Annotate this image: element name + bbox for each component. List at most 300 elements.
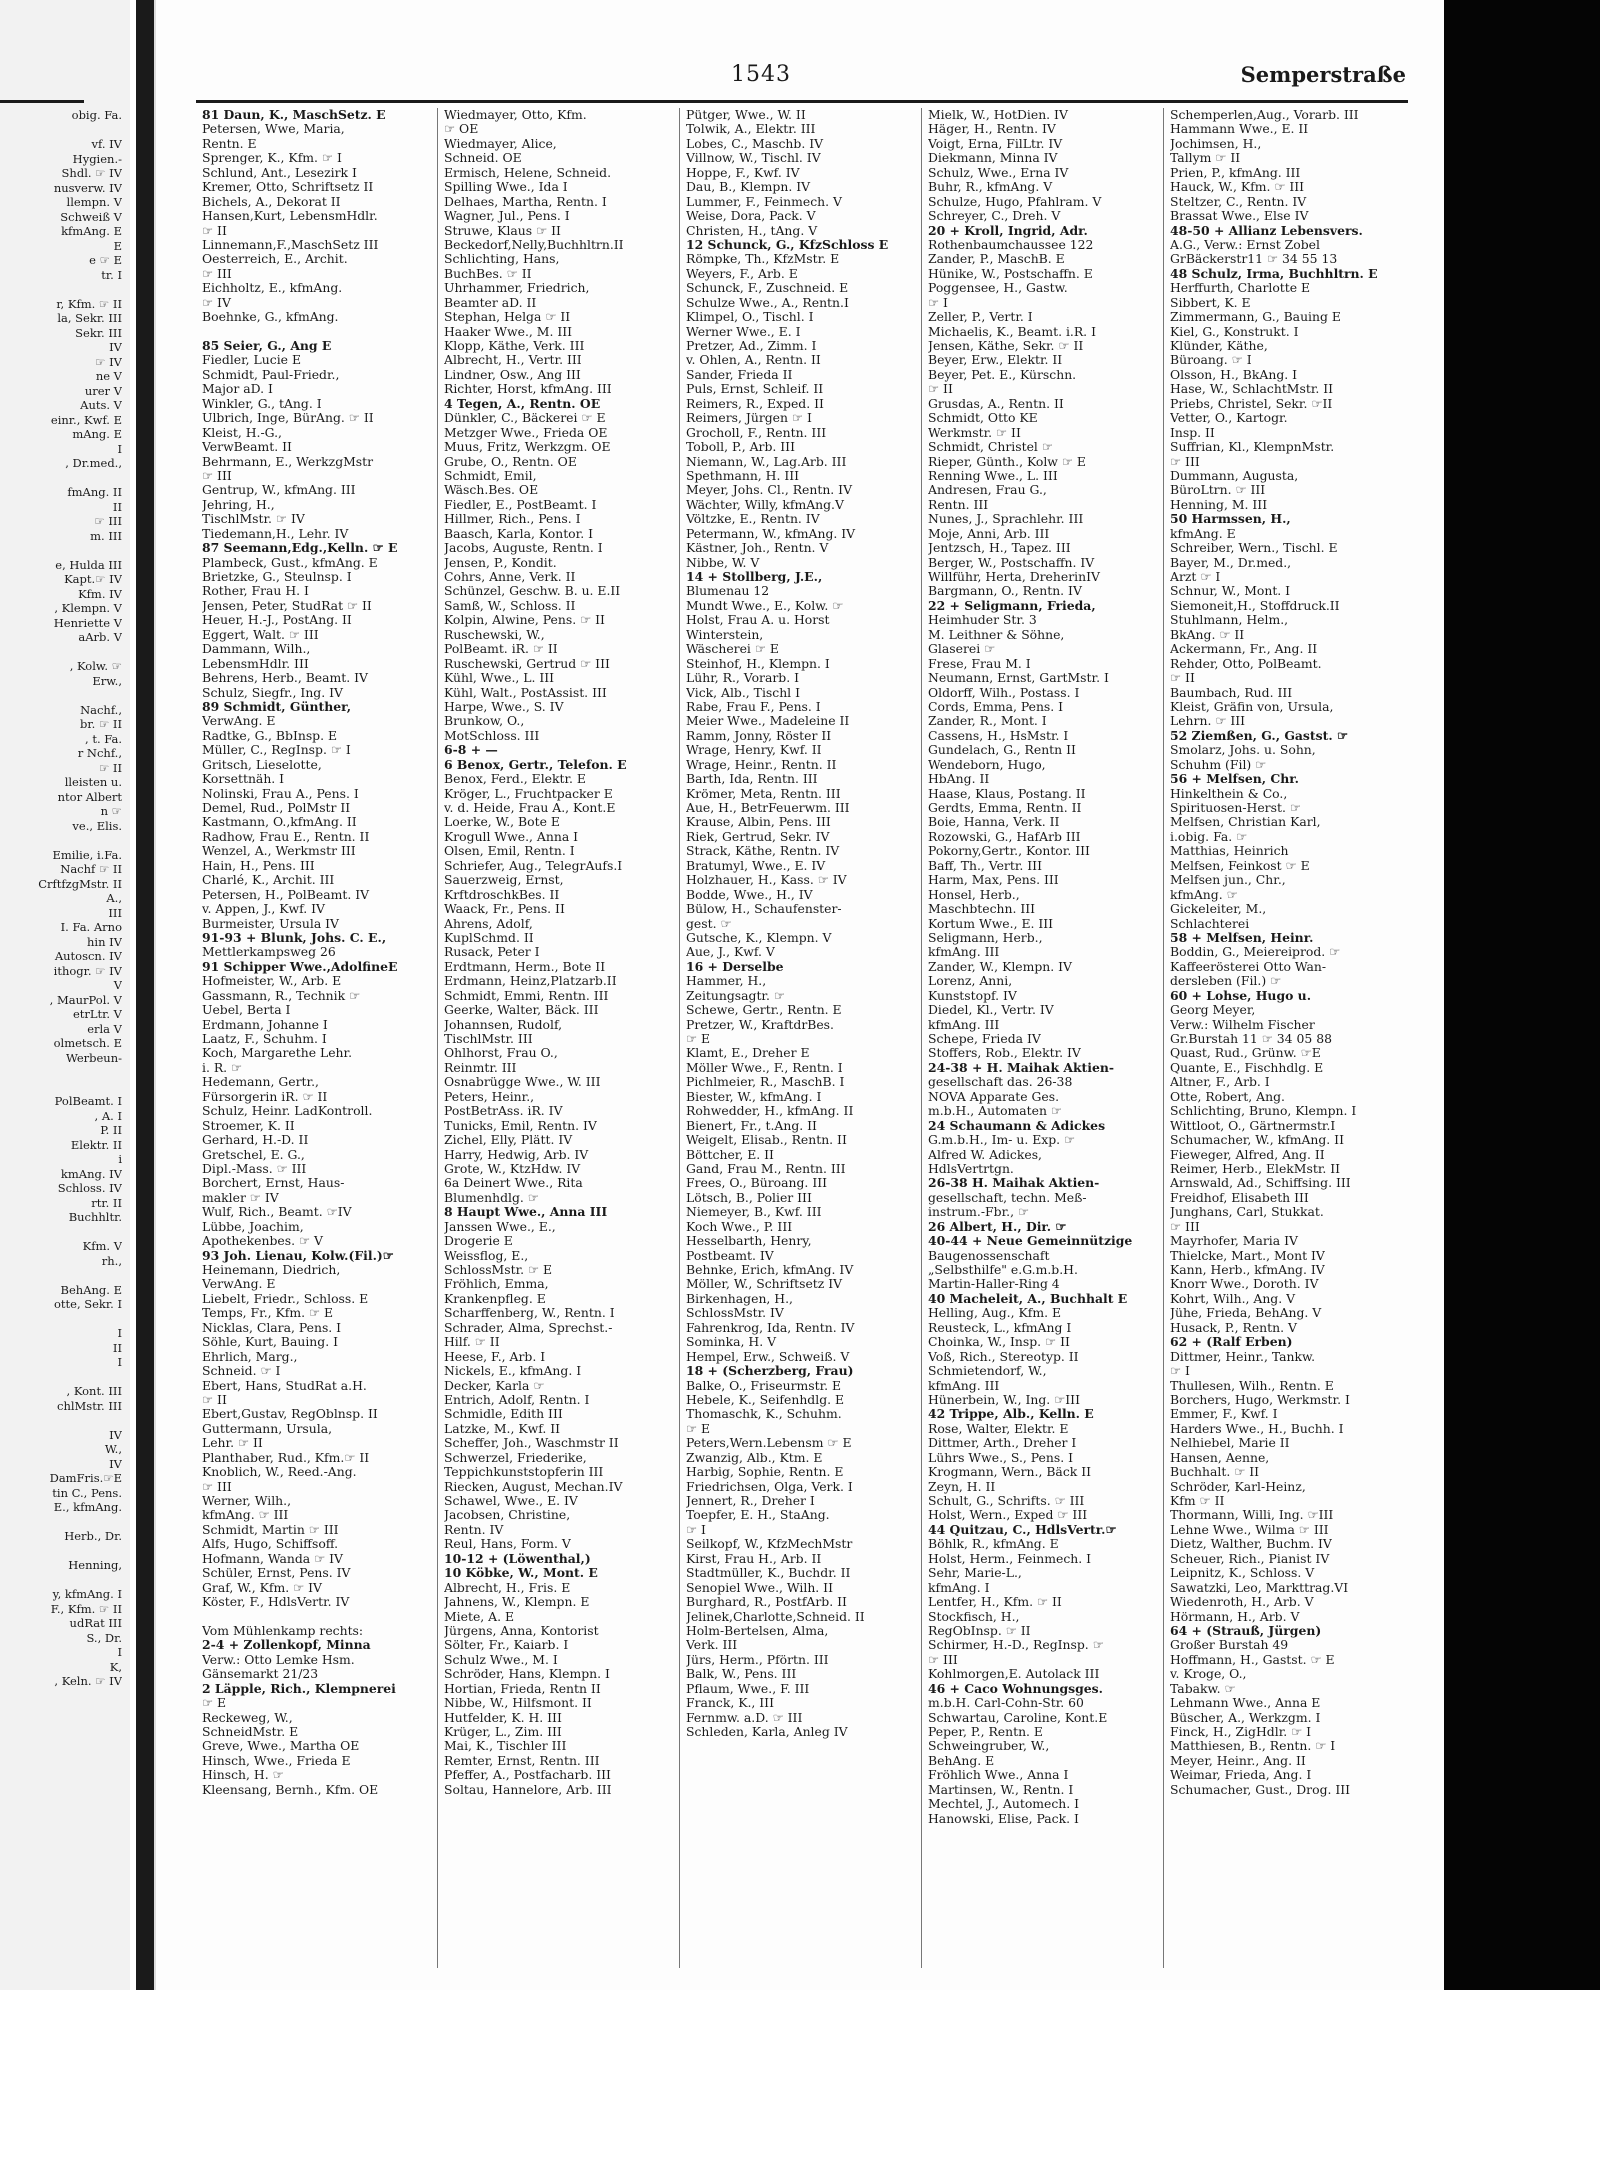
- directory-entry-line: Greve, Wwe., Martha OE: [202, 1739, 360, 1754]
- directory-entry-line: makler ☞ IV: [202, 1190, 279, 1205]
- left-page-line: [2, 543, 122, 558]
- directory-entry-line: Rabe, Frau F., Pens. I: [686, 699, 821, 714]
- directory-entry-line: VerwAng. E: [202, 1277, 276, 1292]
- directory-entry-line: Soltau, Hannelore, Arb. III: [444, 1782, 612, 1797]
- directory-entry-line: i.obig. Fa. ☞: [1170, 829, 1248, 844]
- directory-entry-line: Sander, Frieda II: [686, 367, 793, 382]
- directory-entry-line: 81 Daun, K., MaschSetz. E: [202, 108, 386, 122]
- directory-entry-line: kfmAng. III: [928, 945, 1000, 960]
- directory-entry-line: KrftdroschkBes. II: [444, 887, 560, 902]
- left-page-line: n ☞: [100, 804, 122, 818]
- directory-entry-line: Diedel, Kl., Vertr. IV: [928, 1003, 1054, 1018]
- directory-entry-line: Cords, Emma, Pens. I: [928, 699, 1064, 714]
- left-page-line: [2, 1268, 122, 1283]
- directory-entry-line: Schirmer, H.-D., RegInsp. ☞: [928, 1638, 1104, 1653]
- directory-entry-line: Helling, Aug., Kfm. E: [928, 1306, 1062, 1321]
- directory-entry-line: Zwanzig, Alb., Ktm. E: [686, 1450, 823, 1465]
- left-page-line: otte, Sekr. I: [53, 1297, 122, 1311]
- directory-entry-line: Gassmann, R., Technik ☞: [202, 988, 361, 1003]
- directory-entry-line: kfmAng. I: [928, 1580, 990, 1595]
- directory-entry-line: Wagner, Jul., Pens. I: [444, 209, 570, 224]
- directory-entry-line: Bodde, Wwe., H., IV: [686, 887, 813, 902]
- directory-entry-line: Hünerbein, W., Ing. ☞III: [928, 1392, 1080, 1407]
- directory-entry-line: Kleensang, Bernh., Kfm. OE: [202, 1782, 379, 1797]
- directory-entry-line: Kleist, H.-G.,: [202, 425, 282, 440]
- directory-entry-line: Römpke, Th., KfzMstr. E: [686, 252, 840, 267]
- directory-entry-line: 62 + (Ralf Erben): [1170, 1335, 1293, 1350]
- directory-entry-line: Werkmstr. ☞ II: [928, 425, 1021, 440]
- directory-entry-line: 56 + Melfsen, Chr.: [1170, 772, 1299, 787]
- directory-entry-line: Waack, Fr., Pens. II: [444, 902, 565, 917]
- left-page-line: Emilie, i.Fa.: [52, 847, 122, 862]
- directory-entry-line: Schmidt, Emil,: [444, 468, 537, 483]
- directory-entry-line: Kfm ☞ II: [1170, 1494, 1225, 1508]
- directory-entry-line: Uebel, Berta I: [202, 1003, 291, 1018]
- directory-entry-line: Ackermann, Fr., Ang. II: [1170, 642, 1318, 657]
- directory-entry-line: Dummann, Augusta,: [1170, 468, 1299, 483]
- directory-entry-line: Lentfer, H., Kfm. ☞ II: [928, 1595, 1062, 1610]
- directory-entry-line: Hünike, W., Postschaffn. E: [928, 266, 1093, 281]
- directory-entry-line: Samß, W., Schloss. II: [444, 598, 576, 613]
- directory-entry-line: Lindner, Osw., Ang III: [444, 367, 581, 382]
- directory-entry-line: Sehr, Marie-L.,: [928, 1566, 1022, 1581]
- directory-entry-line: Finck, H., ZigHdlr. ☞ I: [1170, 1725, 1312, 1739]
- directory-entry-line: 2-4 + Zollenkopf, Minna: [202, 1638, 371, 1653]
- directory-entry-line: Spilling Wwe., Ida I: [444, 180, 568, 195]
- directory-entry-line: 87 Seemann,Edg.,Kelln. ☞ E: [202, 541, 398, 556]
- directory-entry-line: Heese, F., Arb. I: [444, 1349, 546, 1364]
- directory-entry-line: Baasch, Karla, Kontor. I: [444, 526, 593, 541]
- directory-entry-line: ☞ E: [686, 1032, 711, 1046]
- directory-entry-line: Willführ, Herta, DreherinIV: [928, 570, 1100, 584]
- directory-entry-line: Laatz, F., Schuhm. I: [202, 1032, 327, 1046]
- directory-entry-line: Großer Burstah 49: [1170, 1638, 1289, 1653]
- directory-entry-line: Lühr, R., Vorarb. I: [686, 671, 799, 686]
- directory-entry-line: Meyer, Johs. Cl., Rentn. IV: [686, 483, 853, 498]
- left-page-line: ithogr. ☞ IV: [53, 963, 122, 978]
- directory-entry-line: Beckedorf,Nelly,Buchhltrn.II: [444, 237, 624, 252]
- directory-entry-line: Lührs Wwe., S., Pens. I: [928, 1450, 1073, 1465]
- left-page-line: Henning,: [68, 1558, 122, 1572]
- directory-entry-line: Hillmer, Rich., Pens. I: [444, 512, 581, 527]
- directory-entry-line: Möller, W., Schriftsetz IV: [686, 1277, 843, 1292]
- directory-entry-line: Jelinek,Charlotte,Schneid. II: [686, 1609, 865, 1624]
- directory-entry-line: kfmAng. ☞: [1170, 887, 1238, 902]
- directory-entry-line: Borchert, Ernst, Haus-: [202, 1176, 345, 1191]
- directory-entry-line: Alfs, Hugo, Schiffsoff.: [202, 1537, 339, 1552]
- directory-entry-line: Pretzer, Ad., Zimm. I: [686, 339, 817, 353]
- directory-entry-line: Eichholtz, E., kfmAng.: [202, 281, 343, 296]
- left-page-line: kmAng. IV: [60, 1166, 122, 1181]
- directory-entry-line: Weigelt, Elisab., Rentn. II: [686, 1133, 847, 1148]
- directory-entry-line: Schepe, Frieda IV: [928, 1032, 1041, 1046]
- directory-entry-line: Toepfer, E. H., StaAng.: [686, 1508, 830, 1523]
- left-page-line: Schloss. IV: [57, 1181, 122, 1195]
- directory-entry-line: Reimers, Jürgen ☞ I: [686, 411, 812, 426]
- left-page-line: etrLtr. V: [72, 1007, 122, 1021]
- directory-entry-line: Fröhlich Wwe., Anna I: [928, 1768, 1069, 1783]
- directory-entry-line: Hinsch, H. ☞: [202, 1768, 284, 1783]
- directory-entry-line: Drogerie E: [444, 1234, 513, 1249]
- directory-entry-line: Remter, Ernst, Rentn. III: [444, 1753, 600, 1768]
- directory-entry-line: Klünder, Käthe,: [1170, 339, 1268, 353]
- directory-entry-line: Senopiel Wwe., Wilh. II: [686, 1580, 833, 1595]
- directory-entry-line: Ruschewski, W.,: [444, 627, 545, 642]
- directory-entry-line: Gerhard, H.-D. II: [202, 1133, 309, 1148]
- left-page-line: S., Dr.: [86, 1630, 122, 1645]
- left-page-line: llempn. V: [66, 195, 122, 209]
- left-page-text: [2, 108, 122, 1689]
- directory-entry-line: Lehrn. ☞ III: [1170, 714, 1246, 729]
- directory-entry-line: Hofmeister, W., Arb. E: [202, 974, 342, 989]
- directory-entry-line: Stuhlmann, Helm.,: [1170, 613, 1289, 628]
- directory-entry-line: Buhr, R., kfmAng. V: [928, 180, 1053, 195]
- left-page-line: IV: [109, 1456, 122, 1471]
- directory-entry-line: 58 + Melfsen, Heinr.: [1170, 930, 1314, 945]
- directory-entry-line: SchlossMstr. IV: [686, 1306, 784, 1321]
- street-name-heading: Semperstraße: [1240, 62, 1406, 87]
- directory-entry-line: Schawel, Wwe., E. IV: [444, 1494, 578, 1508]
- directory-entry-line: Geerke, Walter, Bäck. III: [444, 1003, 599, 1018]
- left-page-line: rtr. II: [91, 1195, 122, 1210]
- directory-entry-line: Wrage, Henry, Kwf. II: [686, 743, 822, 758]
- directory-entry-line: Hebele, K., Seifenhdlg. E: [686, 1392, 845, 1407]
- directory-entry-line: Kolpin, Alwine, Pens. ☞ II: [444, 613, 605, 628]
- directory-entry-line: Kühl, Walt., PostAssist. III: [444, 685, 607, 700]
- directory-entry-line: Fürsorgerin iR. ☞ II: [202, 1089, 328, 1104]
- directory-entry-line: Jehring, H.,: [202, 497, 275, 512]
- directory-entry-line: Birkenhagen, H.,: [686, 1291, 793, 1306]
- directory-entry-line: Gerdts, Emma, Rentn. II: [928, 801, 1082, 815]
- directory-entry-line: Bichels, A., Dekorat II: [202, 194, 341, 209]
- directory-entry-line: Sibbert, K. E: [1170, 295, 1251, 310]
- directory-entry-line: Lehmann Wwe., Anna E: [1170, 1696, 1321, 1711]
- left-page-line: PolBeamt. I: [54, 1094, 122, 1108]
- directory-entry-line: BüroLtrn. ☞ III: [1170, 483, 1266, 498]
- directory-entry-line: Krömer, Meta, Rentn. III: [686, 786, 841, 801]
- directory-entry-line: „Selbsthilfe" e.G.m.b.H.: [928, 1263, 1078, 1277]
- directory-entry-line: ☞ E: [202, 1696, 227, 1711]
- directory-entry-line: Kastmann, O.,kfmAng. II: [202, 815, 357, 830]
- directory-entry-line: Wiedmayer, Otto, Kfm.: [444, 108, 587, 122]
- left-page-line: , t. Fa.: [85, 731, 122, 746]
- left-page-line: BehAng. E: [60, 1282, 122, 1297]
- directory-entry-line: Seilkopf, W., KfzMechMstr: [686, 1537, 853, 1552]
- directory-entry-line: Lobes, C., Maschb. IV: [686, 136, 824, 151]
- directory-entry-line: Maschbtechn. III: [928, 902, 1036, 917]
- directory-entry-line: Schreyer, C., Dreh. V: [928, 209, 1061, 224]
- directory-entry-line: Bienert, Fr., t.Ang. II: [686, 1118, 817, 1133]
- left-page-line: olmetsch. E: [53, 1036, 122, 1050]
- directory-entry-line: ☞ II: [928, 382, 953, 397]
- directory-entry-line: Hilf. ☞ II: [444, 1335, 500, 1350]
- left-page-line: [2, 1225, 122, 1240]
- bleed-through-text: [1468, 180, 1568, 1580]
- directory-entry-line: 93 Joh. Lienau, Kolw.(Fil.)☞: [202, 1248, 394, 1263]
- directory-entry-line: Weise, Dora, Pack. V: [686, 209, 816, 224]
- directory-entry-line: Fiedler, Lucie E: [202, 353, 301, 368]
- directory-entry-line: Emmer, F., Kwf. I: [1170, 1407, 1278, 1422]
- directory-entry-line: Arzt ☞ I: [1170, 570, 1221, 584]
- directory-entry-line: Böhlk, R., kfmAng. E: [928, 1537, 1059, 1552]
- left-page-line: y, kfmAng. I: [52, 1587, 122, 1601]
- directory-entry-line: Niemeyer, B., Kwf. III: [686, 1205, 822, 1220]
- left-page-line: DamFris.☞E: [49, 1471, 122, 1485]
- left-page-line: Nachf.,: [80, 702, 122, 717]
- left-page-line: vf. IV: [91, 137, 122, 151]
- directory-entry-line: Rentn. III: [928, 497, 989, 512]
- directory-entry-line: Wäsch.Bes. OE: [444, 483, 539, 498]
- directory-entry-line: ☞ III: [928, 1652, 958, 1667]
- directory-entry-line: 40 Macheleit, A., Buchhalt E: [928, 1291, 1128, 1306]
- directory-entry-line: ☞ I: [686, 1522, 706, 1537]
- directory-entry-line: Schulz, Heinr. LadKontroll.: [202, 1104, 373, 1119]
- directory-entry-line: Werner Wwe., E. I: [686, 324, 801, 339]
- left-page-line: tin C., Pens.: [52, 1485, 122, 1500]
- directory-entry-line: Kann, Herb., kfmAng. IV: [1170, 1263, 1325, 1277]
- directory-entry-line: Klimpel, O., Tischl. I: [686, 310, 814, 325]
- directory-entry-line: Weissflog, E.,: [444, 1248, 529, 1263]
- directory-entry-line: Krogull Wwe., Anna I: [444, 829, 579, 844]
- directory-entry-line: Cohrs, Anne, Verk. II: [444, 570, 576, 584]
- directory-entry-line: Erdmann, Heinz,Platzarb.II: [444, 974, 617, 989]
- directory-entry-line: Schmidt, Martin ☞ III: [202, 1522, 339, 1537]
- directory-entry-line: Boehnke, G., kfmAng.: [202, 310, 339, 325]
- left-page-line: Werbeun-: [65, 1050, 122, 1065]
- directory-entry-line: Hansen,Kurt, LebensmHdlr.: [202, 209, 378, 224]
- directory-entry-line: Riecken, August, Mechan.IV: [444, 1479, 623, 1494]
- directory-entry-line: Sprenger, K., Kfm. ☞ I: [202, 151, 342, 166]
- directory-entry-line: Rusack, Peter I: [444, 945, 540, 960]
- directory-entry-line: Balk, W., Pens. III: [686, 1667, 797, 1682]
- directory-entry-line: Rohwedder, H., kfmAng. II: [686, 1104, 854, 1119]
- left-page-line: Buchhltr.: [68, 1210, 122, 1224]
- left-page-line: ☞ II: [98, 760, 122, 775]
- directory-entry-line: Böttcher, E. II: [686, 1147, 774, 1162]
- directory-entry-line: 91-93 + Blunk, Johs. C. E.,: [202, 930, 387, 945]
- directory-entry-line: LebensmHdlr. III: [202, 656, 309, 671]
- directory-entry-line: HdlsVertrtgn.: [928, 1161, 1014, 1176]
- directory-entry-line: Krause, Albin, Pens. III: [686, 815, 831, 830]
- directory-entry-line: Frees, O., Büroang. III: [686, 1176, 827, 1191]
- directory-entry-line: Melfsen jun., Chr.,: [1170, 873, 1286, 888]
- directory-entry-line: Jentzsch, H., Tapez. III: [928, 541, 1071, 556]
- directory-entry-line: 26 Albert, H., Dir. ☞: [928, 1219, 1067, 1234]
- directory-entry-line: Klopp, Käthe, Verk. III: [444, 339, 585, 353]
- directory-entry-line: Rentn. IV: [444, 1522, 504, 1537]
- left-page-line: hin IV: [87, 934, 122, 949]
- directory-entry-line: kfmAng. III: [928, 1017, 1000, 1032]
- directory-entry-line: Jensen, Käthe, Sekr. ☞ II: [928, 339, 1084, 353]
- directory-entry-line: Vetter, O., Kartogr.: [1170, 411, 1288, 426]
- directory-entry-line: [202, 325, 431, 339]
- directory-entry-line: Schmidt, Otto KE: [928, 411, 1038, 426]
- directory-entry-line: Graf, W., Kfm. ☞ IV: [202, 1580, 322, 1595]
- directory-entry-line: 46 + Caco Wohnungsges.: [928, 1681, 1103, 1696]
- directory-entry-line: Müller, C., RegInsp. ☞ I: [202, 743, 351, 758]
- directory-entry-line: Haase, Klaus, Postang. II: [928, 786, 1086, 801]
- left-page-line: nusverw. IV: [53, 180, 122, 195]
- directory-entry-line: Tallym ☞ II: [1170, 151, 1241, 166]
- directory-entry-line: Schnur, W., Mont. I: [1170, 584, 1291, 599]
- directory-entry-line: Insp. II: [1170, 425, 1215, 440]
- left-page-line: K,: [109, 1659, 122, 1674]
- directory-entry-line: Berger, W., Postschaffn. IV: [928, 555, 1095, 570]
- left-page-line: Kapt.☞ IV: [64, 572, 122, 586]
- left-page-line: urer V: [84, 383, 122, 398]
- directory-entry-line: Holst, Frau A. u. Horst: [686, 613, 830, 628]
- directory-entry-line: Schmidt, Emmi, Rentn. III: [444, 988, 609, 1003]
- directory-entry-line: Loerke, W., Bote E: [444, 815, 560, 830]
- left-page-line: P. II: [100, 1123, 122, 1137]
- directory-entry-line: Gr.Burstah 11 ☞ 34 05 88: [1170, 1032, 1332, 1046]
- directory-entry-line: Albrecht, H., Vertr. III: [444, 353, 582, 368]
- directory-entry-line: Brassat Wwe., Else IV: [1170, 209, 1309, 224]
- directory-entry-line: PostBetrAss. iR. IV: [444, 1104, 563, 1119]
- directory-entry-line: Otte, Robert, Ang.: [1170, 1089, 1285, 1104]
- directory-entry-line: 10-12 + (Löwenthal,): [444, 1551, 591, 1566]
- directory-entry-line: Kirst, Frau H., Arb. II: [686, 1551, 822, 1566]
- directory-entry-line: A.G., Verw.: Ernst Zobel: [1170, 237, 1320, 252]
- directory-entry-line: Janssen Wwe., E.,: [444, 1219, 556, 1234]
- directory-entry-line: Aue, H., BetrFeuerwm. III: [686, 801, 850, 815]
- directory-entry-line: Rother, Frau H. I: [202, 584, 309, 599]
- directory-entry-line: Jürgens, Anna, Kontorist: [444, 1623, 599, 1638]
- directory-entry-line: Frese, Frau M. I: [928, 656, 1031, 671]
- directory-entry-line: Wrage, Heinr., Rentn. II: [686, 757, 837, 772]
- directory-entry-line: ☞ II: [1170, 671, 1195, 686]
- directory-entry-line: Thomaschk, K., Schuhm.: [686, 1407, 842, 1422]
- directory-entry-line: Mettlerkampsweg 26: [202, 945, 336, 960]
- left-page-line: r Nchf.,: [77, 746, 122, 760]
- directory-entry-line: Behrmann, E., WerkzgMstr: [202, 454, 374, 469]
- directory-entry-line: Andresen, Frau G.,: [928, 483, 1047, 498]
- left-page-line: [2, 1573, 122, 1588]
- directory-column-3: [680, 108, 922, 1968]
- directory-entry-line: Melfsen, Feinkost ☞ E: [1170, 858, 1310, 873]
- directory-entry-line: 22 + Seligmann, Frieda,: [928, 598, 1096, 613]
- left-page-line: i: [118, 1152, 122, 1166]
- left-page-line: [2, 1080, 122, 1095]
- directory-entry-line: Weimar, Frieda, Ang. I: [1170, 1768, 1312, 1783]
- directory-entry-line: Grote, W., KtzHdw. IV: [444, 1161, 581, 1176]
- left-page-line: III: [108, 905, 122, 920]
- directory-entry-line: Zimmermann, G., Bauing E: [1170, 310, 1341, 325]
- directory-entry-line: Diekmann, Minna IV: [928, 151, 1058, 166]
- directory-entry-line: Hörmann, H., Arb. V: [1170, 1609, 1300, 1624]
- directory-entry-line: Erdtmann, Herm., Bote II: [444, 959, 606, 974]
- directory-entry-line: Struwe, Klaus ☞ II: [444, 223, 561, 238]
- directory-entry-line: Herffurth, Charlotte E: [1170, 281, 1311, 296]
- left-page-line: CrftfzgMstr. II: [38, 876, 122, 891]
- directory-entry-line: Beyer, Pet. E., Kürschn.: [928, 367, 1077, 382]
- left-header-rule: [0, 100, 84, 103]
- directory-entry-line: Rose, Walter, Elektr. E: [928, 1421, 1069, 1436]
- directory-entry-line: Teppichkunststopferin III: [444, 1465, 604, 1480]
- left-page-line: Sekr. III: [75, 325, 122, 340]
- left-page-line: tr. I: [101, 267, 122, 282]
- directory-entry-line: Altner, F., Arb. I: [1170, 1075, 1270, 1090]
- directory-entry-line: M. Leithner & Söhne,: [928, 627, 1065, 642]
- directory-entry-line: 48 Schulz, Irma, Buchhltrn. E: [1170, 266, 1378, 281]
- directory-entry-line: Poggensee, H., Gastw.: [928, 281, 1068, 296]
- directory-entry-line: Zeller, P., Vertr. I: [928, 310, 1033, 325]
- directory-entry-line: Grusdas, A., Rentn. II: [928, 396, 1064, 411]
- directory-entry-line: Scharffenberg, W., Rentn. I: [444, 1306, 615, 1321]
- directory-entry-line: Zeitungsagtr. ☞: [686, 988, 785, 1003]
- directory-entry-line: Tiedemann,H., Lehr. IV: [202, 526, 349, 541]
- directory-entry-line: Bratumyl, Wwe., E. IV: [686, 858, 826, 873]
- directory-entry-line: Hutfelder, K. H. III: [444, 1710, 562, 1725]
- directory-entry-line: Stadtmüller, K., Buchdr. II: [686, 1566, 851, 1581]
- directory-entry-line: 85 Seier, G., Ang E: [202, 339, 332, 353]
- directory-entry-line: 52 Ziemßen, G., Gastst. ☞: [1170, 728, 1349, 743]
- directory-entry-line: SchneidMstr. E: [202, 1725, 299, 1739]
- directory-entry-line: Schemperlen,Aug., Vorarb. III: [1170, 108, 1359, 122]
- directory-entry-line: Gutsche, K., Klempn. V: [686, 930, 832, 945]
- directory-entry-line: Johannsen, Rudolf,: [444, 1017, 563, 1032]
- directory-entry-line: Bargmann, O., Rentn. IV: [928, 584, 1082, 599]
- directory-entry-line: Planthaber, Rud., Kfm.☞ II: [202, 1450, 370, 1465]
- directory-entry-line: Scheffer, Joh., Waschmstr II: [444, 1436, 619, 1451]
- directory-entry-line: Häger, H., Rentn. IV: [928, 122, 1056, 137]
- directory-entry-line: Wiedenroth, H., Arb. V: [1170, 1595, 1314, 1610]
- directory-entry-line: Schlachterei: [1170, 916, 1250, 931]
- left-page-line: , MaurPol. V: [49, 992, 122, 1007]
- directory-entry-line: Schneid. ☞ I: [202, 1364, 281, 1379]
- directory-entry-line: Kortum Wwe., E. III: [928, 916, 1054, 931]
- left-page-line: E: [113, 238, 122, 253]
- directory-entry-line: Jochimsen, H.,: [1170, 136, 1262, 151]
- directory-entry-line: Brunkow, O.,: [444, 714, 525, 729]
- directory-entry-line: Spethmann, H. III: [686, 468, 800, 483]
- left-page-line: ☞ III: [94, 514, 122, 528]
- directory-entry-line: Neumann, Ernst, GartMstr. I: [928, 671, 1109, 686]
- directory-entry-line: Radtke, G., BbInsp. E: [202, 728, 338, 743]
- directory-entry-line: Hofmann, Wanda ☞ IV: [202, 1551, 343, 1566]
- directory-entry-line: Schmietendorf, W.,: [928, 1364, 1047, 1379]
- directory-entry-line: kfmAng. ☞ III: [202, 1508, 289, 1523]
- directory-entry-line: Krankenpfleg. E: [444, 1291, 546, 1306]
- directory-entry-line: Peters,Wern.Lebensm ☞ E: [686, 1436, 852, 1451]
- directory-entry-line: Metzger Wwe., Frieda OE: [444, 425, 608, 440]
- directory-entry-line: Heimhuder Str. 3: [928, 613, 1037, 628]
- directory-entry-line: Hanowski, Elise, Pack. I: [928, 1811, 1079, 1826]
- directory-entry-line: MotSchloss. III: [444, 728, 540, 743]
- directory-entry-line: Choinka, W., Insp. ☞ II: [928, 1335, 1070, 1350]
- directory-entry-line: Lummer, F., Feinmech. V: [686, 194, 842, 209]
- directory-entry-line: RegObInsp. ☞ II: [928, 1623, 1031, 1638]
- left-page-line: [2, 282, 122, 297]
- directory-entry-line: Mai, K., Tischler III: [444, 1739, 567, 1754]
- directory-entry-line: Hoppe, F., Kwf. IV: [686, 165, 800, 180]
- directory-entry-line: ☞ III: [202, 266, 232, 281]
- directory-entry-line: Koch Wwe., P. III: [686, 1219, 793, 1234]
- directory-entry-line: Beamter aD. II: [444, 295, 537, 310]
- directory-entry-line: Haaker Wwe., M. III: [444, 324, 573, 339]
- directory-entry-line: ☞ E: [686, 1421, 711, 1436]
- directory-entry-line: Gundelach, G., Rentn II: [928, 743, 1076, 758]
- directory-entry-line: Büroang. ☞ I: [1170, 353, 1252, 368]
- left-page-line: IV: [109, 340, 122, 354]
- left-page-line: Henriette V: [53, 615, 122, 630]
- directory-entry-line: 89 Schmidt, Günther,: [202, 699, 352, 714]
- left-page-line: IV: [109, 1427, 122, 1442]
- directory-entry-line: Baumbach, Rud. III: [1170, 685, 1293, 700]
- directory-entry-line: Gand, Frau M., Rentn. III: [686, 1161, 846, 1176]
- directory-entry-line: Olsson, H., BkAng. I: [1170, 367, 1298, 382]
- directory-entry-line: Villnow, W., Tischl. IV: [686, 151, 821, 166]
